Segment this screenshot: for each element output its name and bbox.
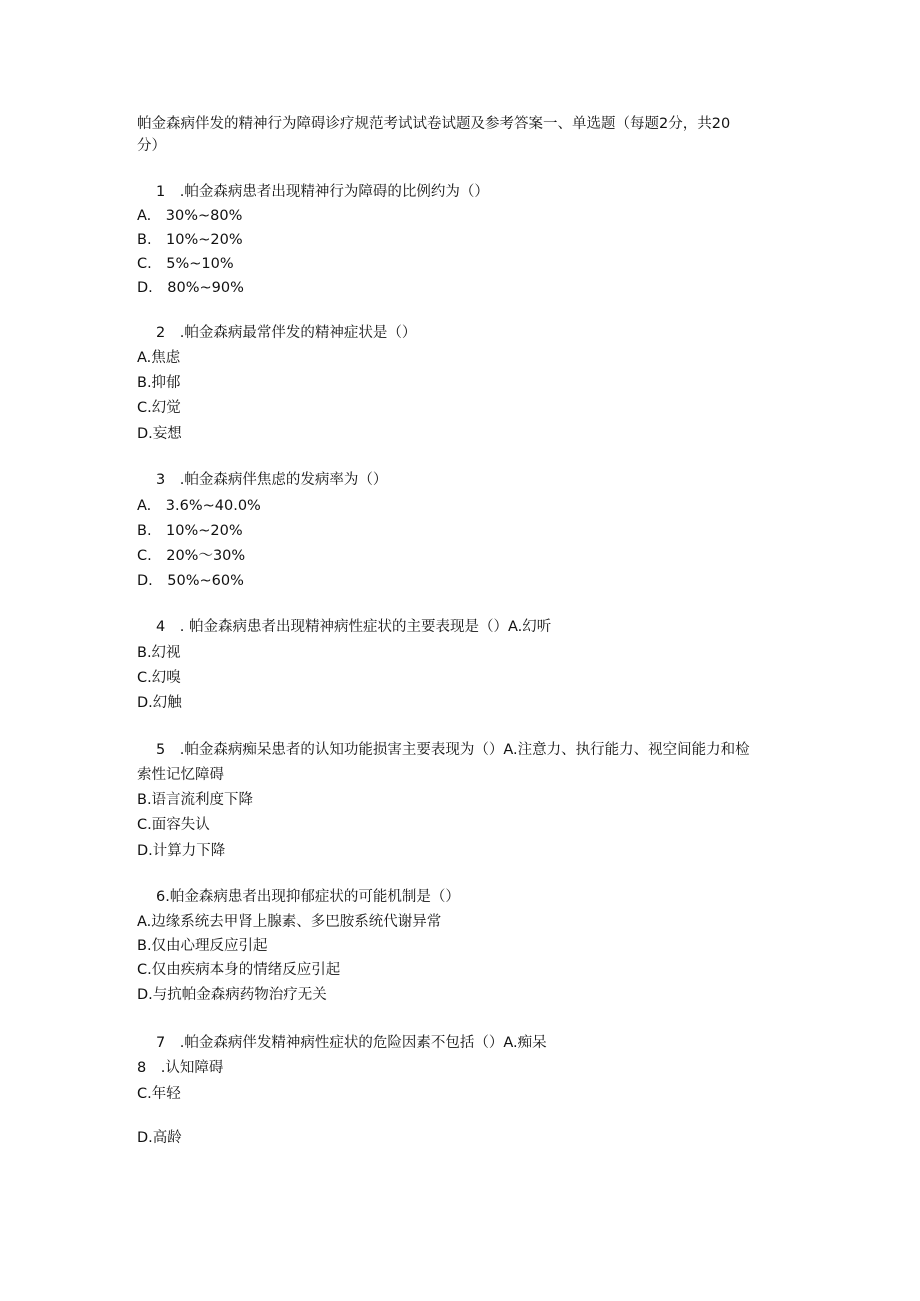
question-3-option-b: B. 10%~20% bbox=[137, 523, 243, 539]
question-3-option-c: C. 20%～30% bbox=[137, 548, 246, 564]
question-4-option-b: B.幻视 bbox=[137, 645, 181, 661]
question-1-option-b: B. 10%~20% bbox=[137, 232, 243, 248]
question-6-option-a: A.边缘系统去甲肾上腺素、多巴胺系统代谢异常 bbox=[137, 914, 442, 930]
question-4-option-c: C.幻嗅 bbox=[137, 670, 181, 686]
question-5-stem-continued: 索性记忆障碍 bbox=[137, 767, 224, 783]
question-5-option-b: B.语言流利度下降 bbox=[137, 792, 254, 808]
question-5-option-d: D.计算力下降 bbox=[137, 843, 226, 859]
question-3-option-a: A. 3.6%~40.0% bbox=[137, 498, 261, 514]
question-7-option-b: 8 .认知障碍 bbox=[137, 1060, 224, 1076]
question-7-option-d: D.高龄 bbox=[137, 1130, 182, 1146]
document-title-continued: 分） bbox=[137, 138, 166, 154]
question-3-stem: 3 .帕金森病伴焦虑的发病率为（） bbox=[156, 472, 388, 488]
question-4-option-d: D.幻触 bbox=[137, 695, 182, 711]
question-6-option-c: C.仅由疾病本身的情绪反应引起 bbox=[137, 962, 341, 978]
question-1-stem: 1 .帕金森病患者出现精神行为障碍的比例约为（） bbox=[156, 184, 489, 200]
question-5-option-c: C.面容失认 bbox=[137, 817, 210, 833]
question-2-option-d: D.妄想 bbox=[137, 426, 182, 442]
question-1-option-c: C. 5%~10% bbox=[137, 256, 234, 272]
question-2-stem: 2 .帕金森病最常伴发的精神症状是（） bbox=[156, 325, 417, 341]
question-3-option-d: D. 50%~60% bbox=[137, 573, 244, 589]
question-6-option-b: B.仅由心理反应引起 bbox=[137, 938, 268, 954]
question-1-option-a: A. 30%~80% bbox=[137, 208, 243, 224]
document-title: 帕金森病伴发的精神行为障碍诊疗规范考试试卷试题及参考答案一、单选题（每题2分，共20 bbox=[137, 116, 731, 132]
question-6-stem: 6.帕金森病患者出现抑郁症状的可能机制是（） bbox=[156, 889, 460, 905]
question-7-option-c: C.年轻 bbox=[137, 1086, 181, 1102]
question-5-stem: 5 .帕金森病痴呆患者的认知功能损害主要表现为（）A.注意力、执行能力、视空间能力和检 bbox=[156, 742, 750, 758]
question-2-option-c: C.幻觉 bbox=[137, 400, 181, 416]
question-2-option-a: A.焦虑 bbox=[137, 350, 181, 366]
question-7-stem: 7 .帕金森病伴发精神病性症状的危险因素不包括（）A.痴呆 bbox=[156, 1035, 547, 1051]
question-4-stem: 4 . 帕金森病患者出现精神病性症状的主要表现是（）A.幻听 bbox=[156, 619, 552, 635]
question-6-option-d: D.与抗帕金森病药物治疗无关 bbox=[137, 987, 327, 1003]
question-1-option-d: D. 80%~90% bbox=[137, 280, 244, 296]
question-2-option-b: B.抑郁 bbox=[137, 375, 181, 391]
